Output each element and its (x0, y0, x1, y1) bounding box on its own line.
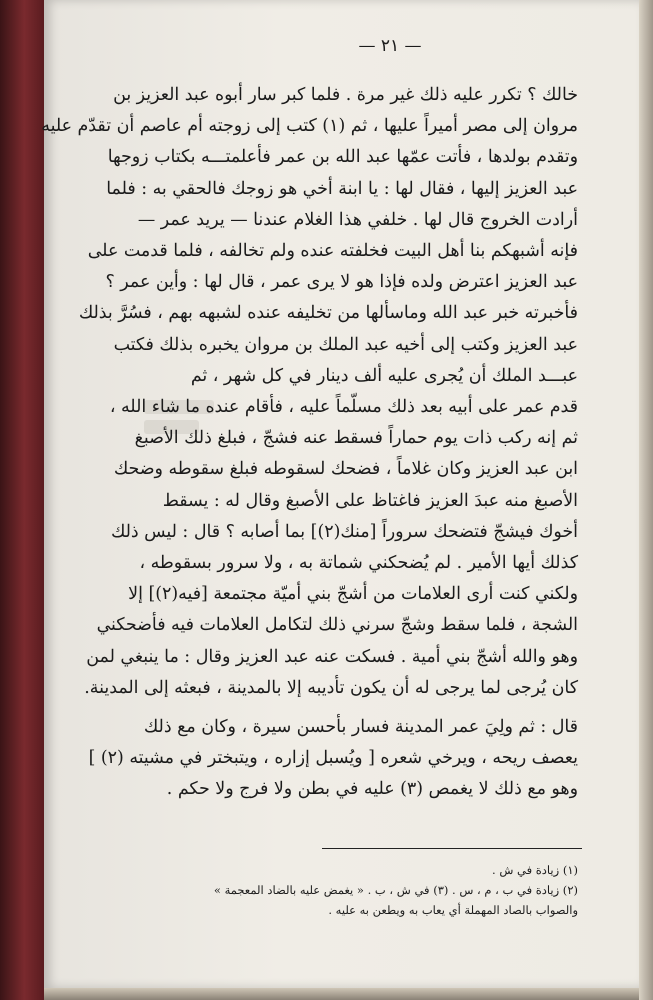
text-line: قال : ثم ولِيَ عمر المدينة فسار بأحسن سيرة ، وكان مع ذلك (143, 717, 578, 738)
text-line: فإنه أشبهكم بنا أهل البيت فخلفته عنده ولم تخالفه ، فلما قدمت على (87, 241, 578, 262)
text-line: عبد العزيز إليها ، فقال لها : يا ابنة أخي هو زوجك فالحقي به : فلما (106, 178, 578, 199)
text-line: ولكني كنت أرى العلامات من أشجّ بني أميّة مجتمعة [فيه(٢)] إلا (128, 584, 578, 605)
text-line: أرادت الخروج قال لها . خلفي هذا الغلام عندنا — يريد عمر — (137, 209, 578, 230)
text-line: وهو مع ذلك لا يغمص (٣) عليه في بطن ولا فرج ولا حكم . (166, 779, 578, 800)
text-line: أخوك فيشجّ فتضحك سروراً [منك(٢)] بما أصابه ؟ قال : ليس ذلك (110, 521, 578, 542)
body-text (41, 80, 578, 806)
text-line: كذلك أيها الأمير . لم يُضحكني شماتة به ، ولا سرور بسقوطه ، (139, 553, 578, 574)
text-line: ثم إنه ركب ذات يوم حماراً فسقط عنه فشجّ ، فبلغ ذلك الأصبغ (134, 428, 578, 449)
footnote-line: (٢) زيادة في ب ، م ، س . (٣) في ش ، ب . « يغمض عليه بالضاد المعجمة » (213, 883, 578, 897)
text-line: يعصف ريحه ، ويرخي شعره [ ويُسبل إزاره ، ويتبختر في مشيته (٢) ] (88, 748, 578, 769)
text-line: خالك ؟ تكرر عليه ذلك غير مرة . فلما كبر سار أبوه عبد العزيز بن (113, 85, 578, 105)
text-line: عبد العزيز وكتب إلى أخيه عبد الملك بن مروان يخبره بذلك فكتب (113, 334, 578, 355)
text-line: قدم عمر على أبيه بعد ذلك مسلّماً عليه ، فأقام عنده ما شاء الله ، (109, 397, 578, 418)
text-line: الأصبغ منه عبدَ العزيز فاغتاظ على الأصبغ وقال له : يسقط (162, 490, 578, 511)
paragraph-gap (178, 704, 578, 712)
footnotes (178, 860, 578, 920)
text-line: وهو والله أشجّ بني أمية . فسكت عنه عبد العزيز وقال : ما ينبغي لمن (86, 646, 578, 667)
page-number: — ٢١ — (358, 36, 422, 56)
footnote-line: والصواب بالصاد المهملة أي يعاب به ويطعن به عليه . (328, 903, 578, 917)
text-line: عبـــد الملك أن يُجرى عليه ألف دينار في كل شهر ، ثم (190, 365, 578, 386)
page-edges (639, 0, 653, 1000)
text-line: عبد العزيز اعترض ولده فإذا هو لا يرى عمر ، قال لها : وأين عمر ؟ (105, 272, 578, 293)
footnote-line: (١) زيادة في ش . (492, 863, 578, 877)
footnote-separator (322, 848, 582, 849)
page-bottom-edge (44, 988, 639, 1000)
text-line: وتقدم بولدها ، فأتت عمّها عبد الله بن عمر فأعلمتـــه بكتاب زوجها (107, 147, 578, 168)
text-line: فأخبرته خبر عبد الله وماسألها من تخليفه عنده لشبهه بهم ، فسُرَّ بذلك (78, 303, 578, 324)
text-line: مروان إلى مصر أميراً عليها ، ثم (١) كتب إلى زوجته أم عاصم أن تقدّم عليه (41, 116, 578, 137)
text-line: كان يُرجى لما يرجى له أن يكون تأديبه إلا بالمدينة ، فبعثه إلى المدينة. (84, 677, 578, 698)
book-cover-spine (0, 0, 44, 1000)
text-line: الشجة ، فلما سقط وشجّ سرني ذلك لتكامل العلامات فيه فأضحكني (96, 615, 578, 636)
text-line: ابن عبد العزيز وكان غلاماً ، فضحك لسقوطه فبلغ سقوطه وضحك (113, 459, 578, 480)
